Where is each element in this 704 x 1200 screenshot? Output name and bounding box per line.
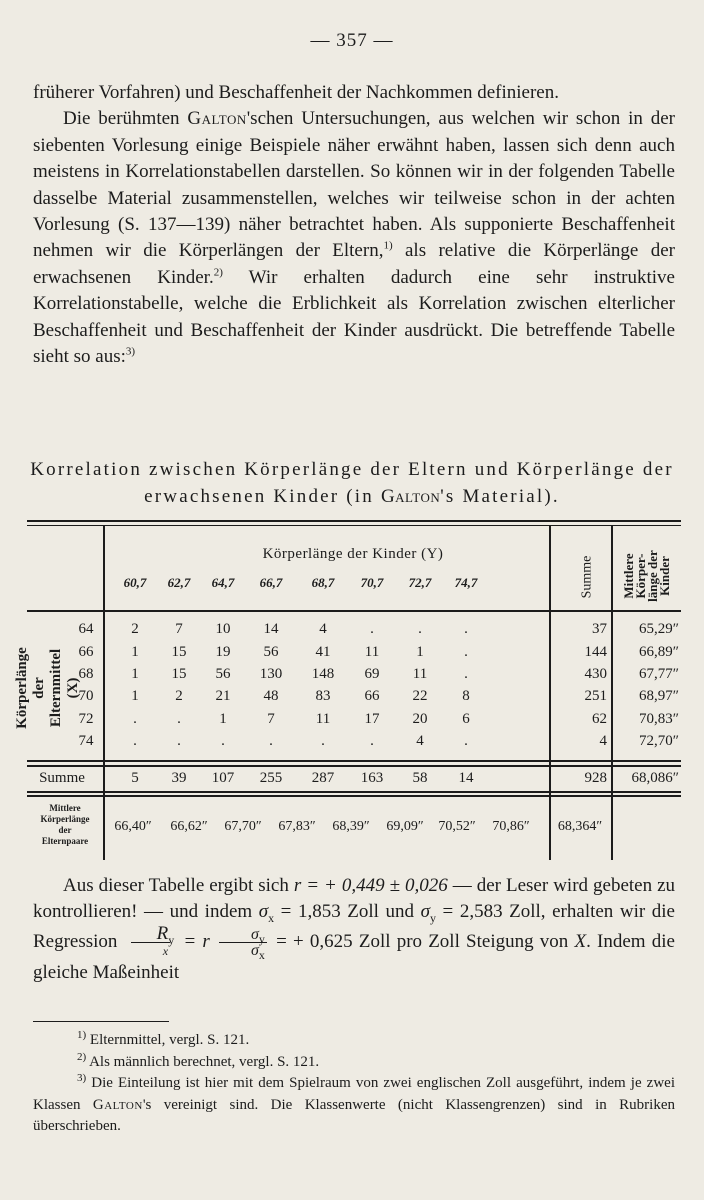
summe-cell: 287	[311, 770, 335, 786]
variable-X: X	[574, 930, 587, 952]
footnote-1-text: Elternmittel, vergl. S. 121.	[86, 1032, 250, 1048]
table-cell: 4	[319, 621, 327, 637]
footnote-3-text-b: 's vereinigt sind. Die Klassenwerte (nicht Klassengrenzen) sind in Rubriken überschrieben.	[33, 1096, 675, 1134]
table-cell: 1	[131, 644, 139, 660]
mean-row-label: Mittlere Körperlänge der Elternpaare	[40, 803, 90, 846]
table-title-part1: Korrelation zwischen Körperlänge der Eltern und Körperlänge der erwachsenen Kinder (in	[30, 459, 674, 507]
sigma-y: σ	[420, 901, 430, 922]
body-text	[33, 80, 675, 370]
table-cell: 41	[315, 644, 331, 660]
footnote-2	[33, 1052, 675, 1074]
mean-cell: 70,52″	[438, 819, 476, 834]
frac-num-sigma: σ	[251, 926, 259, 943]
footnote-1	[33, 1030, 675, 1052]
table-cell: 69	[364, 666, 380, 682]
row-x-value: 70	[78, 688, 94, 704]
table-vrule-summe	[549, 526, 551, 860]
table-cell: 7	[267, 711, 275, 727]
table-cell: 2	[131, 621, 139, 637]
regression-R-sub: y	[168, 932, 175, 947]
table-cell: 11	[364, 644, 380, 660]
table-cell: 20	[412, 711, 428, 727]
column-header-5: 70,7	[360, 575, 384, 590]
summe-mean: 68,086″	[631, 770, 679, 786]
table-body-rule-2	[27, 765, 681, 767]
table-cell: 1	[219, 711, 227, 727]
table-cell: .	[370, 733, 374, 749]
table-body-rule	[27, 760, 681, 762]
row-x-value: 74	[78, 733, 94, 749]
row-sum: 144	[584, 644, 607, 660]
paragraph-2-part1: Die berühmten	[63, 108, 188, 130]
mean-total: 68,364″	[557, 819, 603, 834]
table-top-rule-2	[27, 525, 681, 526]
paragraph-2-part4: Wir erhalten dadurch eine sehr instruktive Korrelationstabelle, welche die Erblichkeit als Korrelation zwischen elterlicher Beschaffenheit und Beschaffenheit der Kinder ausdrückt. Die betreffende Tabelle sieht so aus:	[33, 266, 675, 368]
column-header-1: 62,7	[167, 575, 191, 590]
paragraph-1: früherer Vorfahren) und Beschaffenheit der Nachkommen definieren.	[33, 82, 559, 103]
mean-cell: 68,39″	[332, 819, 370, 834]
correlation-table	[14, 520, 681, 860]
row-mean: 67,77″	[639, 666, 679, 682]
frac-num-sub: y	[258, 932, 265, 947]
table-cell: 130	[259, 666, 283, 682]
sigma-x: σ	[258, 901, 269, 922]
summe-cell: 163	[360, 770, 384, 786]
regression-R: R	[156, 923, 169, 944]
table-cell: .	[464, 666, 468, 682]
table-top-rule	[27, 520, 681, 522]
footnote-ref-1: 1)	[383, 240, 393, 253]
column-header-3: 66,7	[259, 575, 283, 590]
mean-column-header	[612, 530, 682, 622]
row-x-value: 66	[78, 644, 94, 660]
table-cell: 22	[412, 688, 428, 704]
sigma-fraction-den	[219, 942, 267, 963]
column-header-7: 74,7	[454, 575, 478, 590]
table-cell: 11	[315, 711, 331, 727]
after-tail: . Indem die gleiche Maßeinheit	[33, 930, 675, 983]
table-cell: .	[133, 733, 137, 749]
row-sum: 251	[584, 688, 607, 704]
table-title-part2: 's Material).	[440, 486, 560, 507]
row-sum: 62	[592, 711, 607, 727]
paragraph-2-part2: 'schen Untersuchungen, aus welchen wir schon in der siebenten Vorlesung einige Beispiele näher erwähnt haben, lassen sich denn auch meistens in Korrelationstabellen darstellen. So können wir in der folgenden Tabelle dasselbe Material zusammenstellen, welches wir teilweise schon in der achten Vorlesung (S. 137—139) näher betrachtet haben. Als supponierte Beschaffenheit nehmen wir die Körperlängen der Eltern,	[33, 108, 676, 262]
table-cell: .	[177, 711, 181, 727]
mean-cell: 69,09″	[386, 819, 424, 834]
table-cell: 1	[416, 644, 424, 660]
table-cell: .	[221, 733, 225, 749]
row-mean: 66,89″	[639, 644, 679, 660]
table-cell: 8	[462, 688, 470, 704]
galton-name: Galton	[187, 108, 247, 130]
sigma-x-sub: x	[268, 910, 275, 925]
table-title-galton: Galton	[380, 486, 441, 507]
table-cell: 6	[462, 711, 470, 727]
column-header-4: 68,7	[311, 575, 335, 590]
footnote-1-mark: 1)	[77, 1029, 87, 1041]
table-cell: 17	[364, 711, 380, 727]
table-cell: .	[464, 621, 468, 637]
table-cell: 15	[171, 666, 187, 682]
table-summe-rule-2	[27, 795, 681, 797]
table-cell: 148	[311, 666, 335, 682]
table-cell: 4	[416, 733, 424, 749]
row-sum: 37	[592, 621, 607, 637]
after-table-text	[33, 873, 675, 986]
sigma-x-value: = 1,853 Zoll und	[274, 901, 421, 922]
summe-cell: 58	[412, 770, 428, 786]
summe-row-label: Summe	[39, 770, 85, 786]
regression-R-below: x	[131, 942, 171, 960]
table-cell: 10	[215, 621, 231, 637]
table-cell: .	[464, 733, 468, 749]
mean-cell: 67,70″	[224, 819, 262, 834]
column-header-2: 64,7	[211, 575, 235, 590]
frac-den-sigma: σ	[251, 942, 259, 959]
summe-cell: 107	[211, 770, 235, 786]
row-x-value: 64	[78, 621, 94, 637]
r-expression: r = + 0,449 ± 0,026	[293, 875, 448, 896]
row-sum: 4	[599, 733, 607, 749]
sigma-y-value: = 2,583 Zoll, erhalten wir die Regression	[33, 901, 675, 952]
row-axis-label	[14, 618, 81, 758]
footnote-2-text: Als männlich berechnet, vergl. S. 121.	[86, 1053, 320, 1070]
after-paragraph	[33, 873, 675, 986]
summe-cell: 5	[131, 770, 139, 786]
table-cell: 48	[263, 688, 279, 704]
paragraph-2-part3: als relative die Körperlänge der erwachsenen Kinder.	[33, 240, 675, 288]
summe-total: 928	[584, 770, 607, 786]
footnote-3	[33, 1073, 675, 1138]
table-cell: .	[321, 733, 325, 749]
frac-den-sub: x	[258, 948, 265, 963]
table-cell: 19	[215, 644, 231, 660]
table-cell: .	[269, 733, 273, 749]
row-sum: 430	[584, 666, 607, 682]
table-cell: 11	[412, 666, 428, 682]
mean-cell: 67,83″	[278, 819, 316, 834]
table-cell: 15	[171, 644, 187, 660]
regression-symbol	[127, 925, 175, 960]
table-cell: 2	[175, 688, 183, 704]
table-cell: 66	[364, 688, 380, 704]
table-cell: 21	[215, 688, 231, 704]
table-cell: 1	[131, 688, 139, 704]
footnote-3-mark: 3)	[77, 1072, 87, 1084]
summe-column-header-text: Summe	[579, 555, 594, 599]
footnote-ref-2: 2)	[213, 266, 223, 279]
table-vrule-left	[103, 526, 105, 860]
table-cell: 83	[315, 688, 331, 704]
summe-cell: 255	[259, 770, 283, 786]
mean-cell: 70,86″	[492, 819, 530, 834]
column-header-0: 60,7	[123, 575, 147, 590]
footnote-3-galton: Galton	[92, 1096, 143, 1113]
row-mean: 68,97″	[639, 688, 679, 704]
paragraph-2	[33, 106, 675, 370]
table-cell: 7	[175, 621, 183, 637]
footnote-ref-3: 3)	[125, 345, 136, 358]
column-header-6: 72,7	[408, 575, 432, 590]
row-axis-label-text: Körperlänge der Elternmittel (X)	[14, 647, 81, 729]
mean-cell: 66,62″	[170, 819, 208, 834]
after-part1: Aus dieser Tabelle ergibt sich	[63, 875, 294, 896]
table-cell: 14	[263, 621, 279, 637]
footnote-2-mark: 2)	[77, 1050, 87, 1063]
summe-cell: 39	[171, 770, 187, 786]
after-part2: — der Leser wird gebeten zu kontrollieren! — und indem	[33, 875, 676, 922]
row-x-value: 68	[78, 666, 94, 682]
after-eq-end: = + 0,625 Zoll pro Zoll Steigung von	[269, 930, 575, 952]
summe-cell: 14	[458, 770, 474, 786]
row-mean: 65,29″	[639, 621, 679, 637]
footnotes	[33, 1030, 675, 1138]
table-cell: .	[370, 621, 374, 637]
table-cell: .	[418, 621, 422, 637]
row-x-value: 72	[78, 711, 94, 727]
table-cell: .	[133, 711, 137, 727]
table-summe-rule	[27, 791, 681, 793]
row-mean: 70,83″	[639, 711, 679, 727]
mean-column-header-text: Mittlere Körper- länge der Kinder	[620, 550, 672, 602]
footnote-rule	[33, 1021, 169, 1022]
table-header-title: Körperlänge der Kinder (Y)	[262, 546, 444, 562]
mean-cell: 66,40″	[114, 819, 152, 834]
sigma-fraction-num	[219, 926, 267, 947]
table-title	[20, 456, 684, 510]
table-cell: .	[177, 733, 181, 749]
equals-r: = r	[177, 930, 217, 952]
table-cell: 1	[131, 666, 139, 682]
table-cell: 56	[215, 666, 231, 682]
table-cell: 56	[263, 644, 279, 660]
page-number: — 357 —	[310, 30, 394, 51]
sigma-fraction	[219, 926, 267, 963]
table-cell: .	[464, 644, 468, 660]
footnote-3-text-a: Die Einteilung ist hier mit dem Spielraum von zwei englischen Zoll ausgeführt, indem je zwei Klassen	[33, 1075, 675, 1113]
row-mean: 72,70″	[639, 733, 679, 749]
sigma-y-sub: y	[429, 910, 436, 925]
